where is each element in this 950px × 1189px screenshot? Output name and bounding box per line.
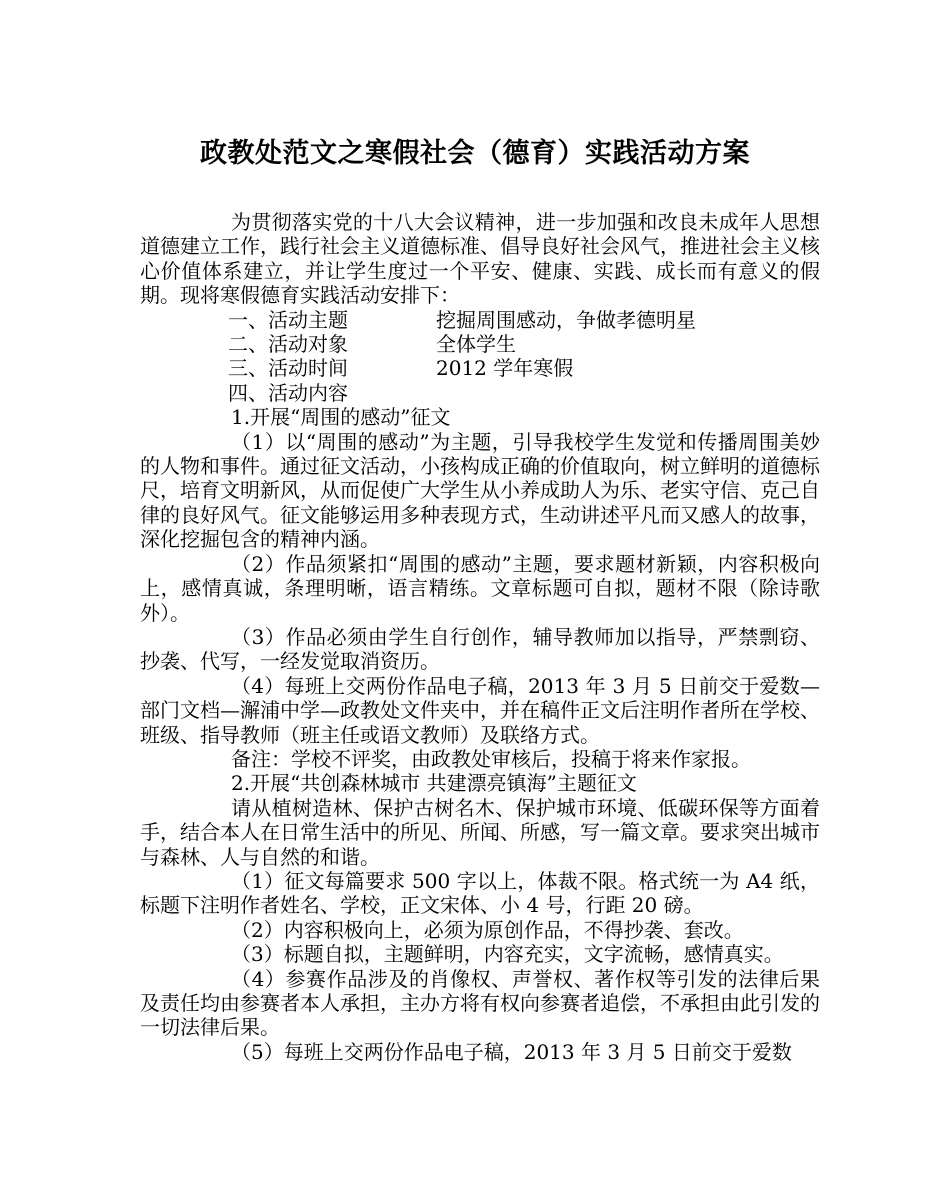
section2-paragraph-1: （1）征文每篇要求 500 字以上，体裁不限。格式统一为 A4 纸，标题下注明作者姓名、学校，正文宋体、小 4 号，行距 20 磅。	[140, 868, 820, 918]
item-value: 全体学生	[436, 332, 516, 357]
item-value: 挖掘周围感动，争做孝德明星	[436, 307, 696, 332]
item-value	[436, 381, 820, 405]
section2-paragraph-2: （2）内容积极向上，必须为原创作品，不得抄袭、套改。	[231, 917, 744, 942]
item-key: 四、活动内容	[228, 380, 348, 405]
section2-paragraph-3: （3）标题自拟，主题鲜明，内容充实，文字流畅，感情真实。	[231, 942, 784, 967]
item-value: 2012 学年寒假	[436, 356, 574, 381]
section1-paragraph-2: （2）作品须紧扣“周围的感动”主题，要求题材新颖，内容积极向上，感情真诚，条理明晰，语言精练。文章标题可自拟，题材不限（除诗歌外）。	[140, 551, 820, 625]
section1-paragraph-4: （4）每班上交两份作品电子稿，2013 年 3 月 5 日前交于爱数—部门文档—澥浦中学—政教处文件夹中，并在稿件正文后注明作者所在学校、班级、指导教师（班主任或语文教师）及联络方式。	[140, 673, 820, 747]
activity-target-row	[140, 332, 820, 356]
activity-theme-row	[140, 308, 820, 332]
section2-paragraph-5: （5）每班上交两份作品电子稿，2013 年 3 月 5 日前交于爱数	[231, 1039, 792, 1064]
section1-heading: 1.开展“周围的感动”征文	[231, 405, 451, 430]
section1-note: 备注：学校不评奖，由政教处审核后，投稿于将来作家报。	[231, 746, 751, 771]
item-key: 一、活动主题	[228, 307, 348, 332]
item-key: 二、活动对象	[228, 332, 348, 357]
document-title: 政教处范文之寒假社会（德育）实践活动方案	[200, 138, 750, 169]
activity-content-row	[140, 381, 820, 405]
section2-paragraph-4: （4）参赛作品涉及的肖像权、声誉权、著作权等引发的法律后果及责任均由参赛者本人承担，主办方将有权向参赛者追偿，不承担由此引发的一切法律后果。	[140, 966, 820, 1040]
section2-intro: 请从植树造林、保护古树名木、保护城市环境、低碳环保等方面着手，结合本人在日常生活中的所见、所闻、所感，写一篇文章。要求突出城市与森林、人与自然的和谐。	[140, 795, 820, 869]
section2-heading: 2.开展“共创森林城市 共建漂亮镇海”主题征文	[231, 771, 637, 796]
section1-paragraph-3: （3）作品必须由学生自行创作，辅导教师加以指导，严禁剽窃、抄袭、代写，一经发觉取消资历。	[140, 624, 820, 674]
section1-paragraph-1: （1）以“周围的感动”为主题，引导我校学生发觉和传播周围美妙的人物和事件。通过征文活动，小孩构成正确的价值取向，树立鲜明的道德标尺，培育文明新风，从而促使广大学生从小养成助人为乐、老实守信、克己自律的良好风气。征文能够运用多种表现方式，生动讲述平凡而又感人的故事，深化挖掘包含的精神内涵。	[140, 429, 820, 552]
document-body	[140, 210, 820, 1064]
item-key: 三、活动时间	[228, 356, 348, 381]
intro-paragraph: 为贯彻落实党的十八大会议精神，进一步加强和改良未成年人思想道德建立工作，践行社会主义道德标准、倡导良好社会风气，推进社会主义核心价值体系建立，并让学生度过一个平安、健康、实践、成长而有意义的假期。现将寒假德育实践活动安排下：	[140, 210, 820, 308]
activity-time-row	[140, 356, 820, 380]
